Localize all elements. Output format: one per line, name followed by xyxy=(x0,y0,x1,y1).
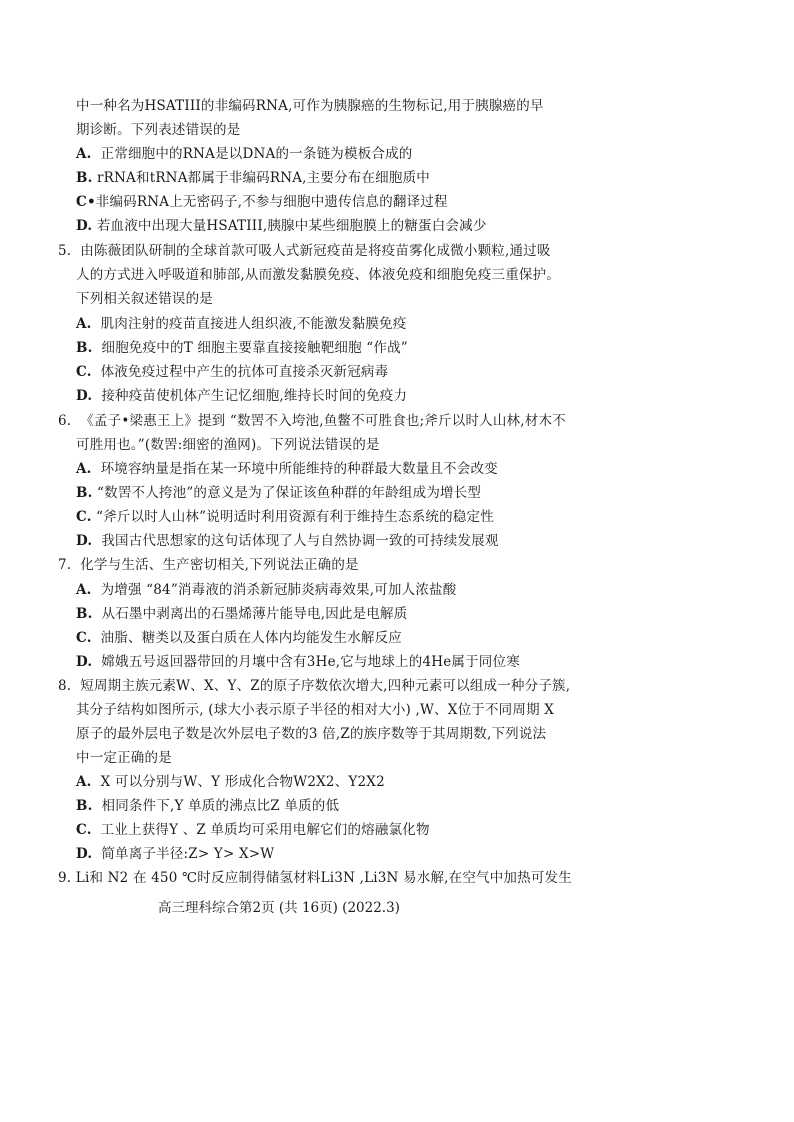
option-label: D. xyxy=(76,654,93,670)
option-text: “数罟不人挎池”的意义是为了保证该鱼种群的年龄组成为增长型 xyxy=(97,485,482,501)
option-text: 我国古代思想家的这句话体现了人与自然协调一致的可持续发展观 xyxy=(101,533,499,549)
q9-stem-line-1 xyxy=(58,868,572,888)
option-text: “斧斤以时人山林”说明适时利用资源有利于维持生态系统的稳定性 xyxy=(96,509,494,525)
option-text: 简单离子半径:Z> Y> X>W xyxy=(101,846,275,862)
q5-stem-line-3: 下列相关叙述错误的是 xyxy=(76,291,213,307)
option-label: A. xyxy=(76,316,92,332)
option-text: 接种疫苗使机体产生记忆细胞,维持长时间的免疫力 xyxy=(101,388,408,404)
option-text: 从石墨中剥离出的石墨烯薄片能导电,因此是电解质 xyxy=(101,606,408,622)
option-text: 工业上获得Y 、Z 单质均可采用电解它们的熔融氯化物 xyxy=(100,822,430,838)
q9-stem-text: Li和 N2 在 450 ℃时反应制得储氢材料Li3N ,Li3N 易水解,在空气中加热可发生 xyxy=(75,870,572,886)
q5-option-a xyxy=(76,314,406,334)
question-number: 9. xyxy=(58,870,72,886)
option-text: 环境容纳量是指在某一环境中所能维持的种群最大数量且不会改变 xyxy=(100,461,498,477)
option-label: C. xyxy=(76,364,92,380)
option-label: B. xyxy=(76,606,93,622)
q7-option-c xyxy=(76,628,402,648)
q5-stem-line-2: 人的方式进入呼吸道和肺部,从而激发黏膜免疫、体液免疫和细胞免疫三重保护。 xyxy=(76,267,560,283)
q8-option-c xyxy=(76,820,430,840)
option-label: A. xyxy=(76,774,92,790)
option-label: D. xyxy=(76,218,93,234)
q4-option-c xyxy=(76,192,448,212)
q6-stem-line-2: 可胜用也。”(数罟:细密的渔网)。下列说法错误的是 xyxy=(76,437,380,453)
q5-option-c xyxy=(76,362,388,382)
q5-option-b xyxy=(76,338,408,358)
q5-stem-line-1 xyxy=(58,241,551,261)
option-text: 细胞免疫中的T 细胞主要靠直接接触靶细胞 “作战” xyxy=(101,340,408,356)
option-label: A. xyxy=(76,582,92,598)
q7-option-b xyxy=(76,604,407,624)
q8-stem-line-1 xyxy=(58,676,570,696)
question-number: 6. xyxy=(58,413,72,429)
q6-option-c xyxy=(76,507,494,527)
q6-stem-text: 《孟子•梁惠王上》提到 “数罟不入垮池,鱼鳖不可胜食也;斧斤以时人山林,材木不 xyxy=(80,413,566,429)
option-label: D. xyxy=(76,388,93,404)
option-text: 非编码RNA上无密码子,不参与细胞中遗传信息的翻译过程 xyxy=(95,194,448,210)
q5-stem-text: 由陈薇团队研制的全球首款可吸人式新冠疫苗是将疫苗雾化成微小颗粒,通过吸 xyxy=(80,243,551,259)
option-label: A. xyxy=(76,461,92,477)
q6-stem-line-1 xyxy=(58,411,566,431)
option-text: X 可以分别与W、Y 形成化合物W2X2、Y2X2 xyxy=(100,774,385,790)
q6-option-a xyxy=(76,459,498,479)
option-label: C• xyxy=(76,194,96,210)
option-label: B. xyxy=(76,798,93,814)
option-text: 相同条件下,Y 单质的沸点比Z 单质的低 xyxy=(101,798,340,814)
q7-option-a xyxy=(76,580,456,600)
option-text: rRNA和tRNA都属于非编码RNA,主要分布在细胞质中 xyxy=(97,170,430,186)
q8-option-a xyxy=(76,772,385,792)
option-label: A. xyxy=(76,146,92,162)
q6-option-d xyxy=(76,531,499,551)
option-text: 肌肉注射的疫苗直接进人组织液,不能激发黏膜免疫 xyxy=(100,316,407,332)
q8-option-b xyxy=(76,796,339,816)
q8-stem-line-2: 其分子结构如图所示, (球大小表示原子半径的相对大小) ,W、X位于不同周期 X xyxy=(76,702,555,718)
question-number: 7. xyxy=(58,557,72,573)
question-number: 8. xyxy=(58,678,72,694)
option-label: B. xyxy=(76,340,93,356)
option-text: 为增强 “84”消毒液的消杀新冠肺炎病毒效果,可加人浓盐酸 xyxy=(100,582,457,598)
option-label: B. xyxy=(76,485,93,501)
option-label: C. xyxy=(76,509,92,525)
q8-stem-text: 短周期主族元素W、X、Y、Z的原子序数依次增大,四种元素可以组成一种分子簇, xyxy=(80,678,571,694)
question-number: 5. xyxy=(58,243,72,259)
q8-option-d xyxy=(76,844,274,864)
option-text: 若血液中出现大量HSATIII,胰腺中某些细胞膜上的糖蛋白会减少 xyxy=(96,218,487,234)
q4-option-a xyxy=(76,144,412,164)
page-footer: 高三理科综合第2页 (共 16页) (2022.3) xyxy=(158,900,400,916)
option-text: 嫦娥五号返回器带回的月壤中含有3He,它与地球上的4He属于同位寒 xyxy=(101,654,520,670)
q8-stem-line-4: 中一定正确的是 xyxy=(76,750,172,766)
q7-stem-text: 化学与生活、生产密切相关,下列说法正确的是 xyxy=(80,557,359,573)
option-text: 体液免疫过程中产生的抗体可直接杀灭新冠病毒 xyxy=(100,364,389,380)
q4-stem-line-1: 中一种名为HSATIII的非编码RNA,可作为胰腺癌的生物标记,用于胰腺癌的早 xyxy=(76,98,544,114)
option-text: 正常细胞中的RNA是以DNA的一条链为模板合成的 xyxy=(100,146,413,162)
option-label: D. xyxy=(76,533,93,549)
q6-option-b xyxy=(76,483,481,503)
option-label: C. xyxy=(76,822,92,838)
q4-option-b xyxy=(76,168,430,188)
option-label: C. xyxy=(76,630,92,646)
option-label: D. xyxy=(76,846,93,862)
option-text: 油脂、糖类以及蛋白质在人体内均能发生水解反应 xyxy=(100,630,402,646)
q8-stem-line-3: 原子的最外层电子数是次外层电子数的3 倍,Z的族序数等于其周期数,下列说法 xyxy=(76,726,547,742)
q7-option-d xyxy=(76,652,520,672)
q7-stem-line-1 xyxy=(58,555,359,575)
q4-stem-line-2: 期诊断。下列表述错误的是 xyxy=(76,122,241,138)
q5-option-d xyxy=(76,386,407,406)
option-label: B. xyxy=(76,170,93,186)
q4-option-d xyxy=(76,216,487,236)
